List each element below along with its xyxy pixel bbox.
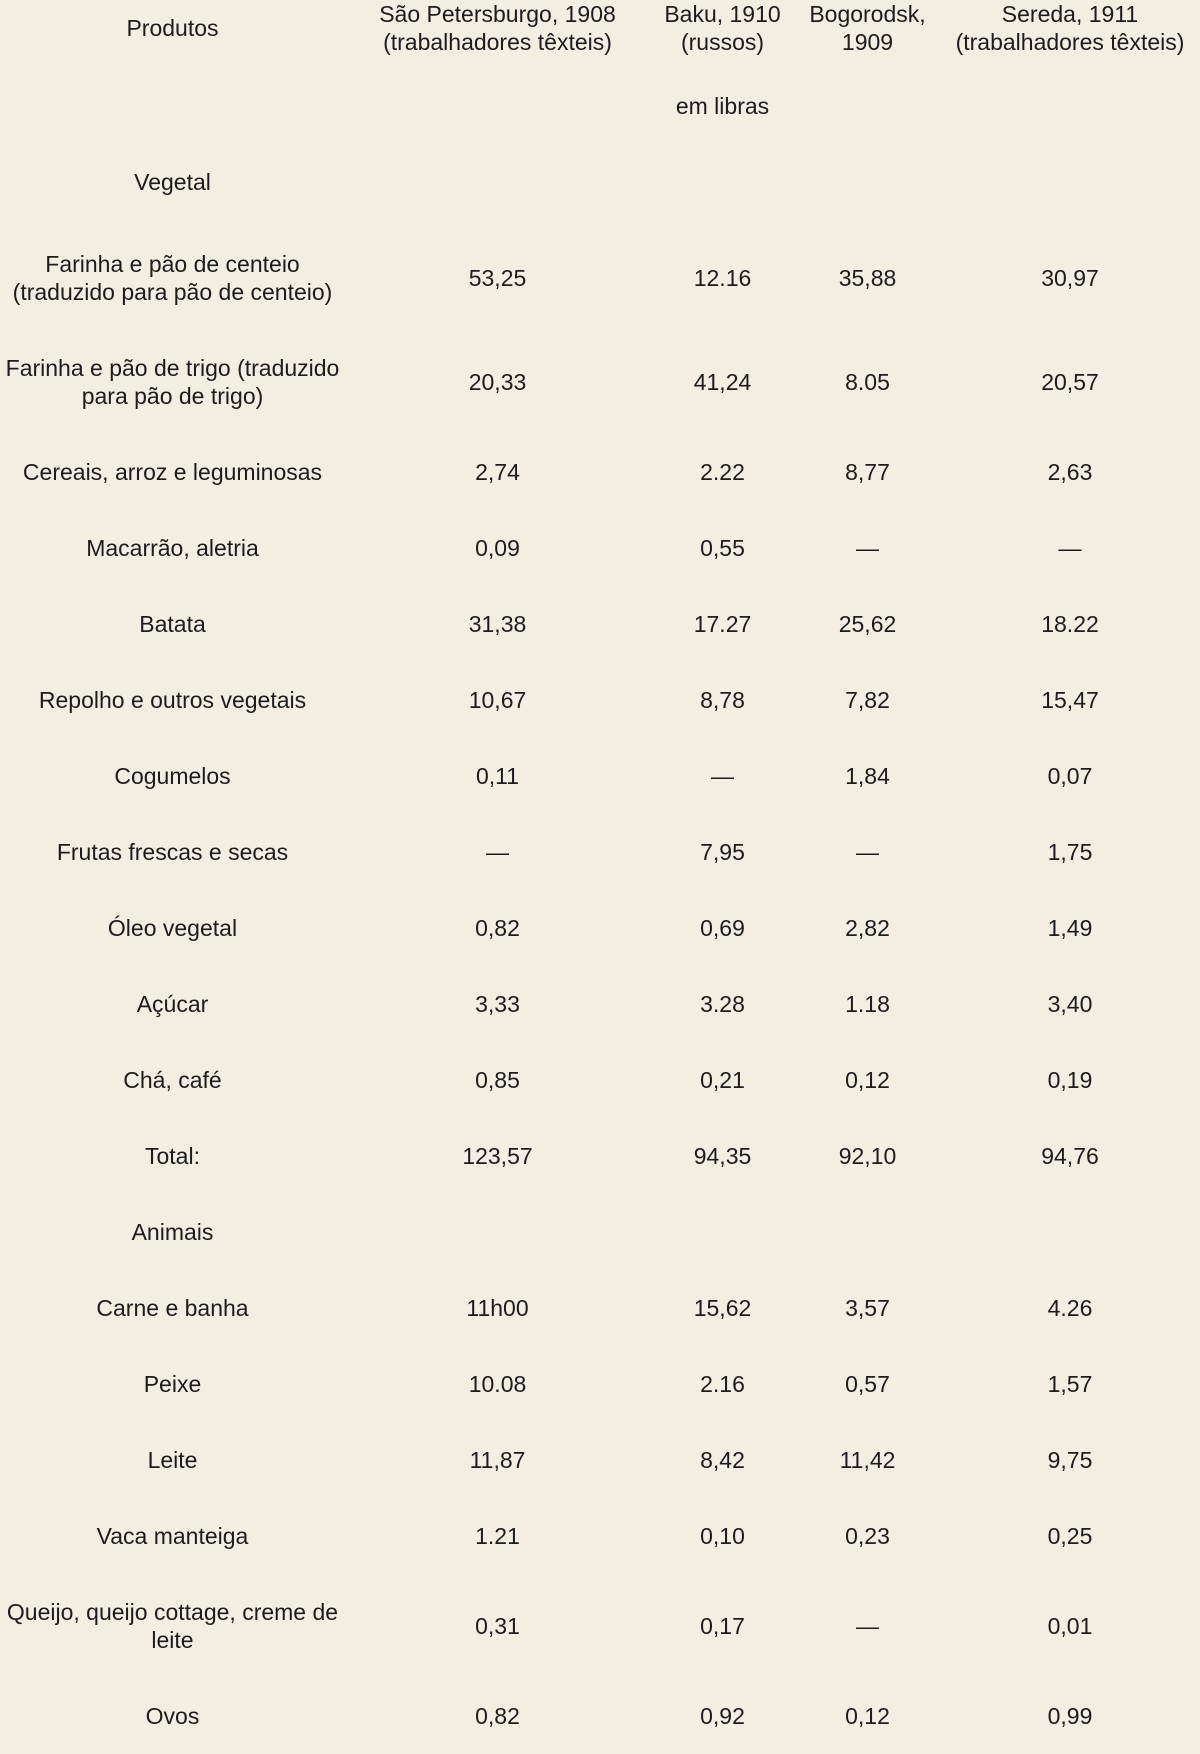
header-row	[0, 0, 1200, 56]
value-cell: 41,24	[693, 369, 752, 395]
value-cell: 0,92	[700, 1703, 745, 1729]
value-cell: 2.16	[700, 1371, 745, 1397]
table-row	[0, 1678, 1200, 1754]
value-cell: 7,95	[700, 839, 745, 865]
value-cell: 1,84	[845, 763, 890, 789]
value-cell: 0,17	[700, 1613, 745, 1639]
section-label-animal: Animais	[131, 1219, 214, 1245]
value-cell: 0,23	[845, 1523, 890, 1549]
table-row	[0, 966, 1200, 1042]
table-row	[0, 510, 1200, 586]
section-label-vegetal: Vegetal	[134, 169, 211, 195]
value-cell: 0,31	[475, 1613, 520, 1639]
table-row	[0, 1042, 1200, 1118]
product-cell: Queijo, queijo cottage, creme de leite	[6, 1599, 339, 1653]
table-row	[0, 226, 1200, 330]
header-sereda: Sereda, 1911 (trabalhadores têxteis)	[955, 1, 1185, 55]
value-cell: 0,09	[475, 535, 520, 561]
value-cell: 18.22	[1041, 611, 1099, 637]
total-row	[0, 1118, 1200, 1194]
value-cell: 94,76	[1041, 1143, 1099, 1169]
value-cell: 20,57	[1041, 369, 1099, 395]
value-cell: 92,10	[838, 1143, 897, 1169]
value-cell: 3,57	[845, 1295, 890, 1321]
value-cell: 8,78	[700, 687, 745, 713]
header-spb: São Petersburgo, 1908 (trabalhadores têxteis)	[379, 1, 616, 55]
table-row	[0, 890, 1200, 966]
value-cell: 0,07	[1047, 763, 1093, 789]
value-cell: 1,75	[1047, 839, 1093, 865]
value-cell: 1,57	[1047, 1371, 1093, 1397]
product-cell: Cogumelos	[114, 763, 231, 789]
header-bogorodsk: Bogorodsk, 1909	[809, 1, 926, 55]
value-cell: 0,85	[475, 1067, 520, 1093]
table-row	[0, 738, 1200, 814]
value-cell: 8,77	[845, 459, 890, 485]
value-cell: 1.21	[475, 1523, 520, 1549]
value-cell: 0,99	[1047, 1703, 1093, 1729]
value-cell: 7,82	[845, 687, 890, 713]
value-cell: 3,40	[1047, 991, 1093, 1017]
section-row-vegetal	[0, 138, 1200, 226]
value-cell: 30,97	[1041, 265, 1099, 291]
product-cell: Repolho e outros vegetais	[38, 687, 307, 713]
product-cell: Farinha e pão de trigo (traduzido para pão de trigo)	[5, 355, 340, 409]
value-cell: 3.28	[700, 991, 745, 1017]
value-cell: 10.08	[468, 1371, 527, 1397]
value-cell: 0,10	[700, 1523, 745, 1549]
product-cell: Peixe	[143, 1371, 202, 1397]
value-cell: 0,12	[845, 1067, 890, 1093]
value-cell: —	[856, 535, 879, 561]
value-cell: 8,42	[700, 1447, 745, 1473]
value-cell: 11,87	[469, 1447, 526, 1473]
table-row	[0, 662, 1200, 738]
value-cell: 11,42	[839, 1447, 896, 1473]
value-cell: 0,21	[700, 1067, 745, 1093]
value-cell: 0,25	[1047, 1523, 1093, 1549]
value-cell: 25,62	[838, 611, 897, 637]
product-cell: Batata	[139, 611, 206, 637]
value-cell: 35,88	[838, 265, 897, 291]
value-cell: 8.05	[845, 369, 890, 395]
table-row	[0, 1498, 1200, 1574]
table-row	[0, 1574, 1200, 1678]
value-cell: 0,82	[475, 915, 520, 941]
unit-label: em libras	[675, 93, 770, 119]
value-cell: 4.26	[1047, 1295, 1093, 1321]
product-cell: Ovos	[145, 1703, 200, 1729]
value-cell: 0,57	[845, 1371, 890, 1397]
value-cell: —	[486, 839, 509, 865]
value-cell: 15,47	[1041, 687, 1099, 713]
product-cell: Leite	[147, 1447, 198, 1473]
value-cell: 0,69	[700, 915, 745, 941]
value-cell: 94,35	[693, 1143, 752, 1169]
value-cell: —	[711, 763, 734, 789]
header-baku: Baku, 1910 (russos)	[664, 1, 781, 55]
value-cell: 0,01	[1047, 1613, 1093, 1639]
value-cell: 2,82	[845, 915, 890, 941]
product-cell: Cereais, arroz e leguminosas	[22, 459, 323, 485]
unit-row	[0, 56, 1200, 138]
product-cell: Carne e banha	[96, 1295, 249, 1321]
value-cell: 12.16	[693, 265, 752, 291]
value-cell: 31,38	[468, 611, 527, 637]
product-cell: Farinha e pão de centeio (traduzido para pão de centeio)	[12, 251, 333, 305]
value-cell: 2.22	[700, 459, 745, 485]
value-cell: 123,57	[462, 1143, 533, 1169]
value-cell: 9,75	[1047, 1447, 1093, 1473]
value-cell: 0,55	[700, 535, 745, 561]
table-row	[0, 330, 1200, 434]
product-cell: Macarrão, aletria	[86, 535, 259, 561]
value-cell: 0,82	[475, 1703, 520, 1729]
value-cell: 15,62	[693, 1295, 752, 1321]
value-cell: 1,49	[1047, 915, 1093, 941]
product-cell: Açúcar	[136, 991, 209, 1017]
value-cell: —	[856, 1613, 879, 1639]
value-cell: 1.18	[845, 991, 890, 1017]
product-cell: Chá, café	[123, 1067, 222, 1093]
value-cell: 17.27	[693, 611, 752, 637]
value-cell: —	[856, 839, 879, 865]
table-row	[0, 814, 1200, 890]
value-cell: 0,19	[1047, 1067, 1093, 1093]
product-cell: Vaca manteiga	[96, 1523, 249, 1549]
section-row-animal	[0, 1194, 1200, 1270]
header-products: Produtos	[126, 15, 219, 41]
value-cell: 2,74	[475, 459, 520, 485]
value-cell: —	[1058, 535, 1082, 561]
value-cell: 0,11	[475, 763, 520, 789]
value-cell: 0,12	[845, 1703, 890, 1729]
value-cell: 11h00	[466, 1295, 529, 1321]
value-cell: 53,25	[468, 265, 527, 291]
value-cell: 3,33	[475, 991, 520, 1017]
table-row	[0, 1270, 1200, 1346]
table-row	[0, 1422, 1200, 1498]
value-cell: 10,67	[468, 687, 527, 713]
table-row	[0, 1346, 1200, 1422]
value-cell: 20,33	[468, 369, 527, 395]
product-cell: Óleo vegetal	[107, 915, 238, 941]
product-cell: Frutas frescas e secas	[56, 839, 289, 865]
table-row	[0, 586, 1200, 662]
value-cell: 2,63	[1047, 459, 1093, 485]
product-cell: Total:	[145, 1143, 200, 1169]
table-row	[0, 434, 1200, 510]
